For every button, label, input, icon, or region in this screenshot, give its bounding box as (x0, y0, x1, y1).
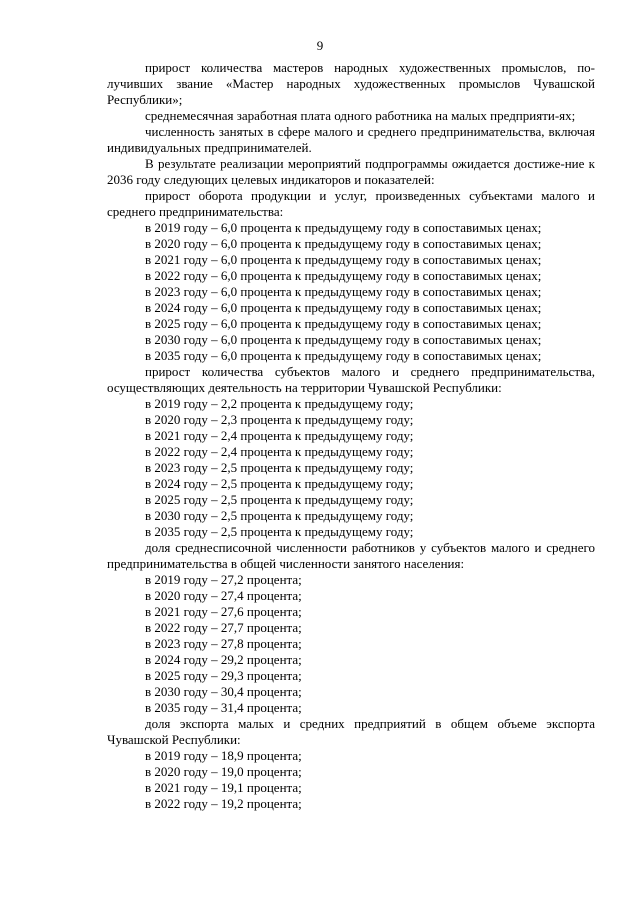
indicator-line: в 2020 году – 19,0 процента; (145, 764, 302, 779)
indicator-line: в 2025 году – 6,0 процента к предыдущему году в сопоставимых ценах; (145, 316, 542, 331)
indicator-line: в 2019 году – 2,2 процента к предыдущему году; (145, 396, 414, 411)
indicator-line: в 2019 году – 27,2 процента; (145, 572, 302, 587)
page-number: 9 (316, 38, 324, 53)
indicator-line: в 2025 году – 29,3 процента; (145, 668, 302, 683)
paragraph: В результате реализации мероприятий подпрограммы ожидается достиже-ние к 2036 году следующих целевых индикаторов и показателей: (107, 156, 595, 187)
indicator-line: в 2020 году – 6,0 процента к предыдущему году в сопоставимых ценах; (145, 236, 542, 251)
indicator-line: в 2024 году – 6,0 процента к предыдущему году в сопоставимых ценах; (145, 300, 542, 315)
indicator-line: в 2030 году – 30,4 процента; (145, 684, 302, 699)
indicator-line: в 2022 году – 6,0 процента к предыдущему году в сопоставимых ценах; (145, 268, 542, 283)
indicator-line: в 2022 году – 2,4 процента к предыдущему году; (145, 444, 414, 459)
indicator-line: в 2021 году – 6,0 процента к предыдущему году в сопоставимых ценах; (145, 252, 542, 267)
indicator-line: в 2021 году – 27,6 процента; (145, 604, 302, 619)
paragraph: численность занятых в сфере малого и среднего предпринимательства, включая индивидуальных предпринимателей. (107, 124, 595, 155)
paragraph: прирост оборота продукции и услуг, произведенных субъектами малого и среднего предпринимательства: (107, 188, 595, 219)
indicator-line: в 2022 году – 19,2 процента; (145, 796, 302, 811)
indicator-line: в 2024 году – 29,2 процента; (145, 652, 302, 667)
indicator-line: в 2021 году – 19,1 процента; (145, 780, 302, 795)
indicator-line: в 2030 году – 6,0 процента к предыдущему году в сопоставимых ценах; (145, 332, 542, 347)
paragraph: прирост количества субъектов малого и среднего предпринимательства, осуществляющих деятельность на территории Чувашской Республики: (107, 364, 595, 395)
indicator-line: в 2022 году – 27,7 процента; (145, 620, 302, 635)
indicator-line: в 2020 году – 27,4 процента; (145, 588, 302, 603)
indicator-line: в 2035 году – 31,4 процента; (145, 700, 302, 715)
indicator-line: в 2019 году – 6,0 процента к предыдущему году в сопоставимых ценах; (145, 220, 542, 235)
paragraph: среднемесячная заработная плата одного работника на малых предприяти-ях; (145, 108, 576, 123)
paragraph: доля среднесписочной численности работников у субъектов малого и среднего предпринимательства в общей численности занятого населения: (107, 540, 595, 571)
indicator-line: в 2035 году – 6,0 процента к предыдущему году в сопоставимых ценах; (145, 348, 542, 363)
indicator-line: в 2020 году – 2,3 процента к предыдущему году; (145, 412, 414, 427)
indicator-line: в 2021 году – 2,4 процента к предыдущему году; (145, 428, 414, 443)
paragraph: доля экспорта малых и средних предприятий в общем объеме экспорта Чувашской Республики: (107, 716, 595, 747)
indicator-line: в 2024 году – 2,5 процента к предыдущему году; (145, 476, 414, 491)
indicator-line: в 2023 году – 27,8 процента; (145, 636, 302, 651)
document-body (107, 60, 595, 812)
indicator-line: в 2025 году – 2,5 процента к предыдущему году; (145, 492, 414, 507)
indicator-line: в 2023 году – 2,5 процента к предыдущему году; (145, 460, 414, 475)
indicator-line: в 2023 году – 6,0 процента к предыдущему году в сопоставимых ценах; (145, 284, 542, 299)
indicator-line: в 2019 году – 18,9 процента; (145, 748, 302, 763)
indicator-line: в 2035 году – 2,5 процента к предыдущему году; (145, 524, 414, 539)
paragraph: прирост количества мастеров народных художественных промыслов, по-лучивших звание «Мастер народных художественных промыслов Чувашской Республики»; (107, 60, 595, 107)
indicator-line: в 2030 году – 2,5 процента к предыдущему году; (145, 508, 414, 523)
